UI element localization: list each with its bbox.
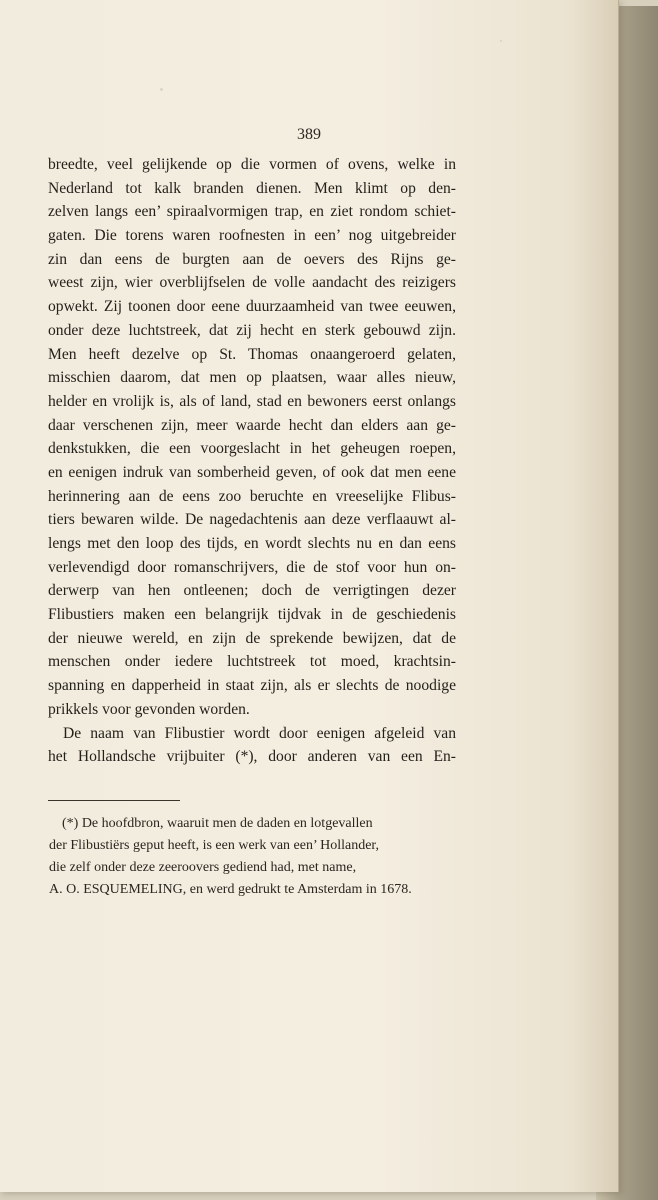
text-line: Men heeft dezelve op St. Thomas onaangeroerd gelaten, — [48, 345, 456, 363]
text-line: denkstukken, die een voorgeslacht in het geheugen roepen, — [48, 440, 456, 458]
text-line: gaten. Die torens waren roofnesten in een’ nog uitgebreider — [48, 227, 456, 245]
text-line: zelven langs een’ spiraalvormigen trap, en ziet rondom schiet- — [48, 203, 456, 221]
text-line: der nieuwe wereld, en zijn de sprekende bewijzen, dat de — [48, 629, 456, 647]
footnote-line: A. O. ESQUEMELING, en werd gedrukt te Amsterdam in 1678. — [49, 882, 412, 897]
text-line: daar verschenen zijn, meer waarde hecht dan elders aan ge- — [48, 416, 456, 434]
text-line: derwerp van hen ontleenen; doch de verrigtingen dezer — [48, 582, 456, 600]
body-text — [48, 153, 456, 769]
paragraph-end-line: prikkels voor gevonden worden. — [48, 700, 250, 718]
text-line: het Hollandsche vrijbuiter (*), door anderen van een En- — [48, 748, 456, 766]
text-line: tiers bewaren wilde. De nagedachtenis aan deze verflaauwt al- — [48, 511, 456, 529]
text-line: breedte, veel gelijkende op die vormen of ovens, welke in — [48, 156, 456, 173]
text-line: onder deze luchtstreek, dat zij hecht en sterk gebouwd zijn. — [48, 321, 456, 339]
text-line: misschien daarom, dat men op plaatsen, waar alles nieuw, — [48, 369, 456, 387]
text-line: helder en vrolijk is, als of land, stad en bewoners eerst onlangs — [48, 392, 456, 410]
text-line: en eenigen indruk van somberheid geven, of ook dat men eene — [48, 463, 456, 481]
text-line: spanning en dapperheid in staat zijn, als er slechts de noodige — [48, 677, 456, 695]
text-line: opwekt. Zij toonen door eene duurzaamheid van twee eeuwen, — [48, 298, 456, 316]
text-line: weest zijn, wier overblijfselen de volle aandacht des reizigers — [48, 274, 456, 292]
text-line: lengs met den loop des tijds, en wordt slechts nu en dan eens — [48, 535, 456, 552]
text-line: Flibustiers maken een belangrijk tijdvak in de geschiedenis — [48, 606, 456, 624]
paper-speck — [160, 88, 163, 91]
text-line: menschen onder iedere luchtstreek tot moed, krachtsin- — [48, 653, 456, 671]
footnote — [49, 813, 456, 901]
paper-speck — [500, 40, 502, 42]
footnote-line: der Flibustiërs geput heeft, is een werk van een’ Hollander, — [49, 838, 380, 853]
page-number: 389 — [297, 126, 321, 143]
text-line: Nederland tot kalk branden dienen. Men klimt op den- — [48, 179, 456, 197]
text-line: herinnering aan de eens zoo beruchte en vreeselijke Flibus- — [48, 487, 456, 505]
footnote-line: die zelf onder deze zeeroovers gediend had, met name, — [49, 860, 357, 875]
text-line: verlevendigd door romanschrijvers, die de stof voor hun on- — [48, 558, 456, 576]
footnote-line: (*) De hoofdbron, waaruit men de daden en lotgevallen — [62, 816, 373, 831]
text-line: De naam van Flibustier wordt door eenigen afgeleid van — [63, 724, 456, 742]
footnote-rule — [48, 800, 180, 801]
text-line: zin dan eens de burgten aan de oevers des Rijns ge- — [48, 250, 456, 268]
